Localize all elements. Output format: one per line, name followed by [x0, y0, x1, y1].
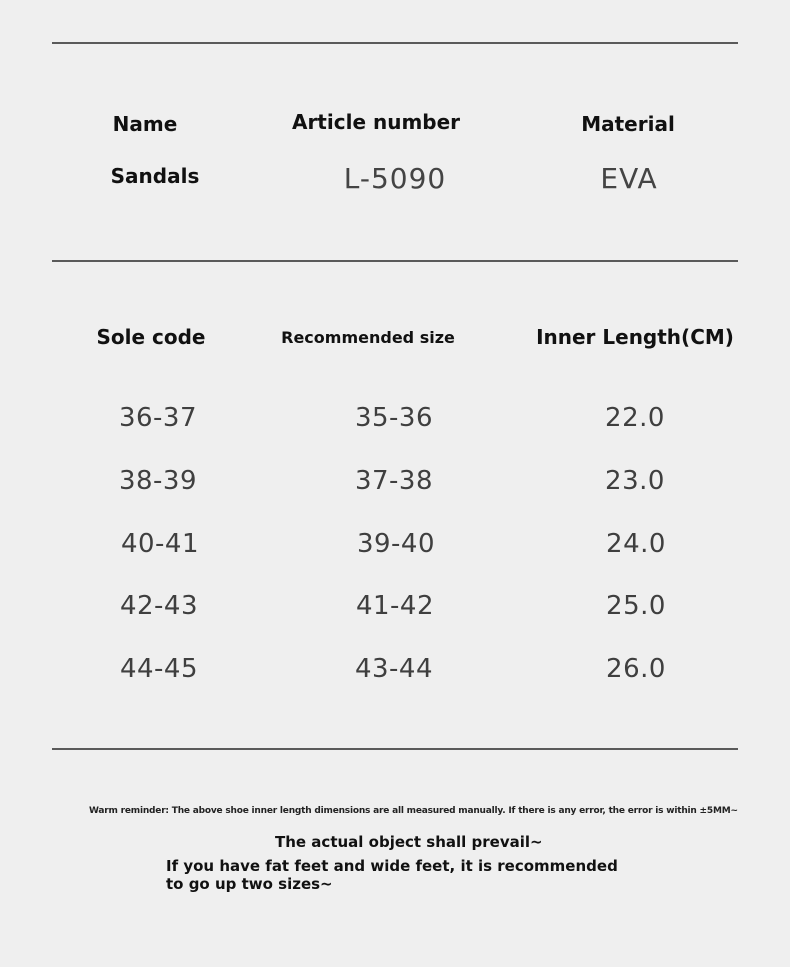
inner-length-cell: 26.0: [606, 654, 666, 684]
material-header: Material: [581, 112, 675, 136]
material-value: EVA: [600, 162, 658, 195]
recommended-size-cell: 35-36: [354, 403, 434, 433]
sole-code-cell: 44-45: [119, 654, 199, 684]
inner-length-cell: 25.0: [606, 591, 666, 621]
fat-feet-note: If you have fat feet and wide feet, it is recommended to go up two sizes~: [166, 857, 618, 893]
article-number-header: Article number: [291, 110, 461, 134]
bottom-divider: [52, 748, 738, 750]
recommended-size-cell: 37-38: [354, 466, 434, 496]
top-divider: [52, 42, 738, 44]
inner-length-cell: 24.0: [606, 529, 666, 559]
middle-divider: [52, 260, 738, 262]
sole-code-cell: 36-37: [118, 403, 198, 433]
inner-length-cell: 23.0: [605, 466, 665, 496]
recommended-size-cell: 39-40: [356, 529, 436, 559]
sole-code-header: Sole code: [96, 325, 206, 349]
product-name-value: Sandals: [110, 164, 200, 188]
sole-code-cell: 40-41: [120, 529, 200, 559]
name-header: Name: [112, 112, 178, 136]
actual-object-note: The actual object shall prevail~: [275, 833, 543, 851]
recommended-size-cell: 41-42: [355, 591, 435, 621]
article-number-value: L-5090: [343, 162, 447, 195]
sole-code-cell: 42-43: [119, 591, 199, 621]
inner-length-header: Inner Length(CM): [536, 325, 734, 349]
sole-code-cell: 38-39: [118, 466, 198, 496]
recommended-size-header: Recommended size: [281, 328, 455, 347]
inner-length-cell: 22.0: [605, 403, 665, 433]
warm-reminder-text: Warm reminder: The above shoe inner length dimensions are all measured manually. If there is any error, the error is within ±5MM~: [89, 806, 738, 816]
recommended-size-cell: 43-44: [354, 654, 434, 684]
